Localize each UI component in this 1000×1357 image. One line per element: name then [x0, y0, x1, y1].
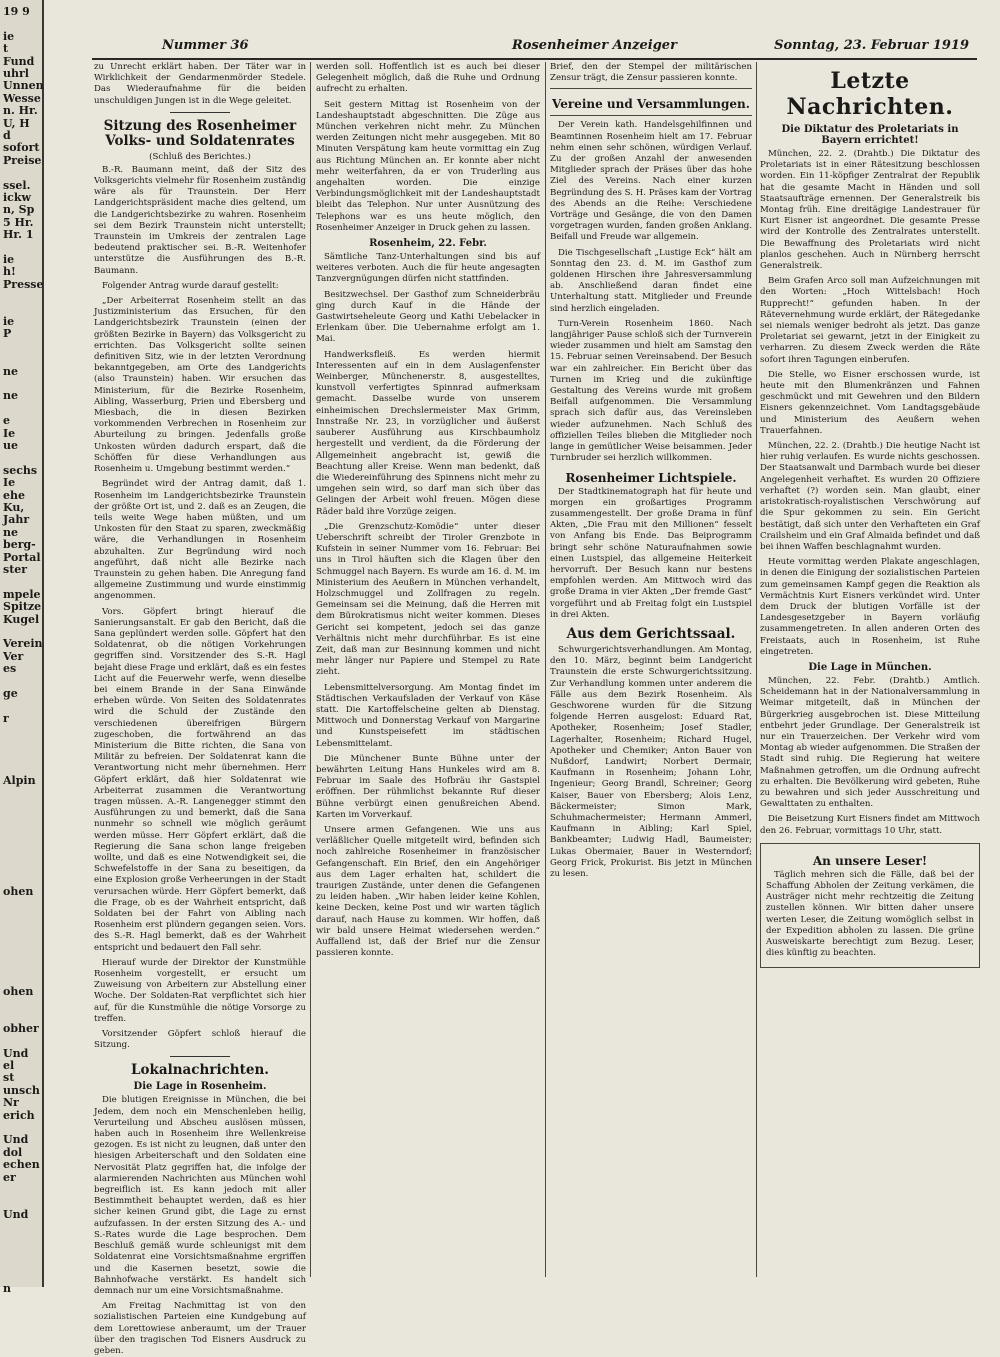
- column-rule: [545, 62, 546, 1277]
- paragraph: Die Stelle, wo Eisner erschossen wurde, ist heute mit den Blumenkränzen und Fahnen geschmückt und mit Gewehren und den Bildern Eisners gekennzeichnet. Vom Landtagsgebäude und Ministerium des Aeußern wehen Trauerfahnen.: [760, 369, 980, 436]
- article-body: [94, 165, 306, 1052]
- section-header-box: [550, 88, 752, 116]
- paragraph: „Die Grenzschutz-Komödie“ unter dieser Ueberschrift schreibt der Tiroler Grenzbote in Kufstein in seiner Nummer vom 16. Februar: Bei uns in Tirol häuften sich die Klagen über den Schmuggel nach Bayern. Es wurde am 16. d. M. im Ministerium des Aeußern in München verhandelt, Holzschmuggel und Zollfragen zu regeln. Gemeinsam sei die Meinung, daß die Herren mit dem Bürokratismus nicht weiter kommen. Dieses Gericht sei kompetent, jedoch sei das ganze Verhältnis nicht mehr durchführbar. Es ist eine Zeit, daß man zur Besinnung kommen und nicht mehr länger nur Papiere und Stempel zu Rate zieht.: [316, 521, 540, 678]
- paragraph: Hierauf wurde der Direktor der Kunstmühle Rosenheim vorgestellt, er ersucht um Zuweisung von Arbeitern zur Abstellung einer Woche. Der Soldaten-Rat verpflichtet sich hier auf, für die Kunstmühle die nötige Vorsorge zu treffen.: [94, 957, 306, 1024]
- paragraph: Lebensmittelversorgung. Am Montag findet im Städtischen Verkaufsladen der Verkauf von Käse statt. Die Kartoffelscheine gelten ab Dienstag. Mittwoch und Donnerstag Verkauf von Margarine und Kunstspeisefett im städtischen Lebensmittelamt.: [316, 682, 540, 749]
- paragraph: Die Münchener Bunte Bühne unter der bewährten Leitung Hans Hunkeles wird am 8. Februar im Saale des Hofbräu ihr Gastspiel eröffnen. Der rühmlichst bekannte Ruf dieser Bühne verbürgt einen genußreichen Abend. Karten im Vorverkauf.: [316, 753, 540, 820]
- gutter-fragment: P: [3, 327, 12, 341]
- paragraph: „Der Arbeiterrat Rosenheim stellt an das Justizministerium das Ersuchen, für den Landgerichtsbezirk Traunstein (einen der größten Bezirke in Bayern) das Volksgericht zu errichten. Das Volksgericht sollte seinen definitiven Sitz, wie in der letzten Verordnung bekanntgegeben, am Orte des Landgerichts (also Traunstein) haben. Wir ersuchen das Ministerium, für die Bezirke Rosenheim, Aibling, Wasserburg, Prien und Ebersberg und Miesbach, die in diesen Bezirken vorkommenden Verbrechen in Rosenheim zur Aburteilung zu bringen. Jedenfalls große Unkosten würden dadurch erspart, daß die Schöffen für diese Verhandlungen aus Rosenheim u. Umgebung bestimmt werden.“: [94, 296, 306, 475]
- gutter-fragment: h!: [3, 265, 16, 279]
- gutter-fragment: el: [3, 1059, 15, 1072]
- gutter-fragment: Spitze: [3, 600, 42, 614]
- gutter-fragment: e: [3, 414, 10, 428]
- gutter-fragment: obher: [3, 1021, 39, 1035]
- gutter-fragment: Fund: [3, 54, 35, 68]
- adjacent-page-edge: [0, 0, 44, 1296]
- gutter-fragment: er: [3, 1170, 16, 1184]
- paragraph: Folgender Antrag wurde darauf gestellt:: [102, 280, 279, 291]
- section-title-latest-news: Letzte Nachrichten.: [786, 68, 954, 120]
- paragraph: werden soll. Hoffentlich ist es auch bei dieser Gelegenheit möglich, daß die Ruhe und Ordnung aufrecht zu erhalten.: [316, 62, 540, 95]
- paragraph: Seit gestern Mittag ist Rosenheim von der Landeshauptstadt abgeschnitten. Die Züge aus München verkehren nicht mehr. Zu München werden Zeitungen nicht mehr ausgegeben. Mit 80 Minuten Verspätung kam heute vormittag ein Zug aus Richtung München an. Er konnte aber nicht mehr weiterfahren, da er von Truderling aus angehalten worden. Die einzige Verbindungsmöglichkeit mit der Landeshauptstadt bleibt das Telephon. Nur unter Ausnützung des Telephons war es uns heute möglich, den Rosenheimer Anzeiger in Druck gehen zu lassen.: [316, 99, 540, 233]
- gutter-fragment: sofort: [3, 141, 40, 155]
- gutter-fragment: n, Sp: [3, 203, 35, 217]
- paragraph: Die blutigen Ereignisse in München, die bei Jedem, dem noch ein Menschenleben heilig, Verurteilung und Abscheu auslösen müssen, haben auch in Rosenheim ihre Wellenkreise gezogen. Es ist nicht zu leugnen, daß unter den hiesigen Arbeiterschaft und den Soldaten eine Nervosität Platz gegriffen hat, die infolge der alarmierenden Nachrichten aus München wohl begreiflich ist. Es kann jedoch mit aller Bestimmtheit behauptet werden, daß es hier sicher keinen Grund gibt, die Lage zu ernst aufzufassen. In der ersten Sitzung des A.- und S.-Rates wurde die Lage besprochen. Dem Beschluß gemäß wurde schleunigst mit dem Soldatenrat eine Vorsichtsmaßnahme ergriffen und die Kasernen besetzt, sowie die Bahnhofwache verstärkt. Es handelt sich demnach nur um eine Vorsichtsmaßnahme.: [94, 1095, 306, 1296]
- paragraph: Der Verein kath. Handelsgehilfinnen und Beamtinnen Rosenheim hielt am 17. Februar nehm einen sehr schönen, würdigen Verlauf. Zu der großen Anzahl der anwesenden Mitglieder sprach der Präses über das hohe Ziel des Vereins. Nach einer kurzen Begründung des S. H. Präses kam der Vortrag des Abends an die Reihe: Verschiedene Vorträge und Gesänge, die von den Damen vorgetragen wurden, fanden großen Anklang. Beifall und Freude war allgemein.: [550, 120, 752, 243]
- gutter-fragment: d: [3, 129, 11, 142]
- continued-text: Brief, den der Stempel der militärischen Zensur trägt, die Zensur passieren konnte.: [550, 62, 752, 84]
- gutter-fragment: Ie: [3, 476, 16, 490]
- article-subtitle: (Schluß des Berichtes.): [149, 151, 251, 162]
- section-title-associations: Vereine und Versammlungen.: [552, 97, 750, 112]
- gutter-fragment: Verein: [3, 637, 43, 651]
- divider: [170, 112, 230, 113]
- issue-number: Nummer 36: [162, 38, 249, 53]
- gutter-fragment: Und: [3, 1207, 29, 1221]
- paragraph: Handwerksfleiß. Es werden hiermit Interessenten auf ein in dem Auslagenfenster Weinberger, Münchenerstr. 8, ausgestelltes, kunstvoll verfertigtes Spinnrad aufmerksam gemacht. Dasselbe wurde von unserem einheimischen Drechslermeister Max Grimm, Innstraße Nr. 23, in vorzüglicher und äußerst sauberer Ausführung aus Kirschbaumholz hergestellt und verdient, da die Förderung der Allgemeinheit angebracht ist, gewiß die Beachtung aller Kreise. Wenn man bedenkt, daß die Wiedereinführung des Spinnens nicht mehr zu umgehen sein wird, so darf man sich über das Gelingen der Arbeit wohl freuen. Mögen diese Räder bald ihre Vorzüge zeigen.: [316, 349, 540, 517]
- gutter-fragment: Unnen: [3, 79, 44, 93]
- subheading-situation-munich: Die Lage in München.: [808, 661, 932, 673]
- gutter-fragment: dol: [3, 1145, 23, 1159]
- gutter-fragment: ickw: [3, 191, 31, 204]
- gutter-fragment: ehe: [3, 488, 25, 502]
- column-1: [94, 62, 306, 1356]
- section-title-cinema: Rosenheimer Lichtspiele.: [565, 470, 737, 485]
- paragraph: B.-R. Baumann meint, daß der Sitz des Volksgerichts vielmehr für Rosenheim zuständig wäre als für Traunstein. Der Herr Landgerichtspräsident mache dies geltend, um die Landgerichtsbezirke zu wahren. Rosenheim sei dem Bezirk Traunstein nicht unterstellt; Traunstein im Umkreis der zentralen Lage bedeutend praktischer sei. B.-R. Weitenhofer unterstütze die Ausführungen des B.-R. Baumann.: [94, 164, 306, 276]
- page-header: [92, 34, 977, 60]
- paragraph: Turn-Verein Rosenheim 1860. Nach langjähriger Pause schloß sich der Turnverein wieder zusammen und hielt am Samstag den 15. Februar seinen Vereinsabend. Der Besuch war ein zahlreicher. Ein Bericht über das Turnen im Krieg und die zukünftige Gestaltung des Vereins wurde mit großem Beifall aufgenommen. Die Versammlung sprach sich dafür aus, das Vereinsleben wieder aufzunehmen. Nach Schluß des offiziellen Teiles blieben die Mitglieder noch lange in gemütlicher Weise beisammen. Jeder Turnbruder sei herzlich willkommen.: [550, 318, 752, 464]
- gutter-fragment: Portal: [3, 550, 41, 564]
- gutter-fragment: Nr: [3, 1096, 19, 1110]
- gutter-fragment: ne: [3, 525, 18, 539]
- gutter-fragment: Alpin: [3, 773, 36, 787]
- dateline: Rosenheim, 22. Febr.: [369, 238, 487, 250]
- gutter-fragment: Wesse: [3, 91, 41, 105]
- gutter-fragment: 5 Hr.: [3, 215, 34, 229]
- gutter-fragment: unsch: [3, 1083, 40, 1097]
- gutter-fragment: t: [3, 42, 9, 56]
- section-title-local-news: Lokalnachrichten.: [131, 1062, 269, 1079]
- column-rule: [310, 62, 311, 1277]
- gutter-fragment: ne: [3, 364, 18, 378]
- paragraph: Vors. Göpfert bringt hierauf die Sanierungsanstalt. Er gab den Bericht, daß die Sana geplündert werden solle. Göpfert hat den Soldatenrat, ob die nötigen Vorkehrungen gegriffen sind. Vorsitzender des S.-R. Hagl bejaht diese Frage und erklärt, daß es ein festes Licht auf die Feuerwehr werfe, wenn dieselbe bei einem Brande in der Sana Einwände erheben würde. Von Seiten des Soldatenrates wird die Schuld der Zustände den verschiedenen übereifrigen Bürgern zugeschoben, die fortwährend an das Ministerium die Bitte richten, die Sana von Militär zu befreien. Der Soldatenrat kann die Verantwortung nicht mehr übernehmen. Herr Göpfert erklärt, daß hier Soldatenrat wie Arbeiterrat zusammen die Verantwortung tragen müssen. A.-R. Langenegger stimmt den Ausführungen zu und bemerkt, daß die Sana nunmehr so schnell wie möglich geräumt werden müsse. Herr Göpfert erklärt, daß die Regierung die Sana schon lange freigeben wollte, und daß es eine Notwendigkeit sei, die Schwefelstoffe in der Sana zu beseitigen, da eine Explosion große Verheerungen in der Stadt verursachen würde. Herr Göpfert bemerkt, daß die Frage, ob es der Wahrheit entspricht, daß Soldaten bei der Fahrt von Aibling nach Rosenheim erst plündern gegangen seien. Vors. des S.-R. Hagl bemerkt, daß es der Wahrheit entspricht und bedauert den Fall sehr.: [94, 606, 306, 953]
- gutter-fragment: ohen: [3, 984, 34, 998]
- column-rule: [756, 62, 757, 1277]
- article-title-council-meeting: Sitzung des Rosenheimer Volks- und Soldatenrates: [103, 117, 297, 149]
- column-4: [760, 62, 980, 1282]
- gutter-fragment: Kugel: [3, 612, 40, 626]
- newspaper-name: Rosenheimer Anzeiger: [512, 38, 677, 53]
- gutter-fragment: sechs: [3, 463, 38, 477]
- paragraph: Heute vormittag werden Plakate angeschlagen, in denen die Einigung der sozialistischen Parteien zum gemeinsamen Kampf gegen die Reaktion als Vermächtnis Kurt Eisners verkündet wird. Unter dem Druck der blutigen Vorfälle ist der Landesgesetzgeber in Bayern vorläufig zusammengetreten. In allen anderen Orten des Freistaats, auch in Rosenheim, ist Ruhe eingetreten.: [760, 557, 980, 657]
- section-title-court: Aus dem Gerichtssaal.: [566, 625, 736, 642]
- paragraph: Der Stadtkinematograph hat für heute und morgen ein großartiges Programm zusammengestellt. Der große Drama in fünf Akten, „Die Frau mit den Millionen“ fesselt von Anfang bis Ende. Das Beiprogramm bringt sehr schöne Naturaufnahmen sowie einen Lustspiel, das allgemeine Heiterkeit hervorruft. Der Besuch kann nur bestens empfohlen werden. Am Mittwoch wird das große Drama in vier Akten „Der fremde Gast“ vorgeführt und ab Freitag folgt ein Lustspiel in drei Akten.: [550, 486, 752, 620]
- continued-text: zu Unrecht erklärt haben. Der Täter war in Wirklichkeit der Gendarmenmörder Stedele. Das Wiederaufnahme für die beiden unschuldigen Jungen ist in die Wege geleitet.: [94, 62, 306, 106]
- paragraph: Beim Grafen Arco soll man Aufzeichnungen mit den Worten: „Hoch Wittelsbach! Hoch Rupprecht!“ gefunden haben. In der Rätevernehmung wurde erklärt, der Rätegedanke sei niemals weniger bedroht als jetzt. Das ganze Proletariat sei gewarnt, jetzt in der Einigkeit zu verharren. Zu diesem Zweck werden die Räte sofort ihren Tagungen einberufen.: [760, 276, 980, 365]
- gutter-fragment: n. Hr.: [3, 104, 38, 118]
- gutter-fragment: es: [3, 662, 17, 676]
- gutter-fragment: r: [3, 711, 9, 725]
- gutter-fragment: U, H: [3, 116, 30, 130]
- gutter-fragment: ssel.: [3, 178, 31, 192]
- gutter-fragment: Ver: [3, 649, 24, 663]
- paragraph: Besitzwechsel. Der Gasthof zum Schneiderbräu ging durch Kauf in die Hände der Gastwirtseheleute Georg und Kathi Uebelacker in Erlenkam über. Die Uebernahme erfolgt am 1. Mai.: [316, 289, 540, 345]
- gutter-fragment: ne: [3, 389, 18, 403]
- paragraph: Vorsitzender Göpfert schloß hierauf die Sitzung.: [94, 1029, 306, 1051]
- gutter-fragment: Preise: [3, 153, 42, 167]
- gutter-fragment: erich: [3, 1108, 35, 1122]
- paragraph: München, 22. 2. (Drahtb.) Die Diktatur des Proletariats ist in einer Rätesitzung beschlossen worden. Ein 11-köpfiger Zentralrat der Republik hat die gesamte Macht in Händen und soll Staatsaufträge ernennen. Der Generalstreik bis Montag früh. Eine dreitägige Landestrauer für Kurt Eisner ist angeordnet. Die gesamte Presse wird der Kontrolle des Zentralrates unterstellt. Die Bewaffnung des Proletariats wird nicht planlos geschehen. Auch in Nürnberg herrscht Generalstreik.: [760, 149, 980, 272]
- gutter-fragment: st: [3, 1071, 15, 1085]
- column-2: [316, 62, 540, 1282]
- gutter-fragment: berg-: [3, 538, 36, 552]
- gutter-fragment: ie: [3, 253, 15, 266]
- gutter-fragment: mpele: [3, 587, 41, 601]
- reader-notice-box: [760, 843, 980, 969]
- gutter-fragment: Und: [3, 1046, 29, 1060]
- gutter-fragment: ohen: [3, 885, 34, 899]
- gutter-fragment: Ku,: [3, 501, 25, 514]
- gutter-fragment: Ie: [3, 426, 16, 440]
- paragraph: Begründet wird der Antrag damit, daß 1. Rosenheim im Landgerichtsbezirke Traunstein der größte Ort ist, und 2. daß es an Zeugen, die teils weite Wege haben müßten, und um Unkosten für den Staat zu sparen, zweckmäßig wäre, die Verhandlungen in Rosenheim abzuhalten. Zur Begründung wird noch angeführt, daß nicht alle Bezirke nach Traunstein zu gehen haben. Die Anregung fand allgemeine Zustimmung und wurde einstimmig angenommen.: [94, 479, 306, 602]
- gutter-fragment: ie: [3, 29, 15, 43]
- gutter-fragment: ue: [3, 439, 18, 452]
- gutter-fragment: echen: [3, 1158, 40, 1172]
- paragraph: Am Freitag Nachmittag ist von den sozialistischen Parteien eine Kundgebung auf dem Lorettowiese anberaumt, um der Trauer über den tragischen Tod Eisners Ausdruck zu geben.: [94, 1301, 306, 1356]
- paragraph: Die Beisetzung Kurt Eisners findet am Mittwoch den 26. Februar, vormittags 10 Uhr, statt.: [760, 814, 980, 836]
- gutter-fragment: Presse: [3, 277, 44, 291]
- article-subtitle: Die Lage in Rosenheim.: [133, 1081, 267, 1093]
- paragraph: München, 22. Febr. (Drahtb.) Amtlich. Scheidemann hat in der Nationalversammlung in Weimar mitgeteilt, daß in München der Bürgerkrieg ausgebrochen ist. Diese Mitteilung entbehrt jeder Grundlage. Der Generalstreik ist nur ein Trauerzeichen. Der Verkehr wird vom Montag ab wieder aufgenommen. Die Straßen der Stadt sind ruhig. Die Regierung hat weitere Maßnahmen getroffen, um die Ordnung aufrecht zu erhalten. Die Bevölkerung wird gebeten, Ruhe zu bewahren und sich jeder Ausschreitung und Gewalttaten zu enthalten.: [760, 675, 980, 810]
- paragraph: Schwurgerichtsverhandlungen. Am Montag, den 10. März, beginnt beim Landgericht Traunstein die erste Schwurgerichtssitzung. Zur Verhandlung kommen unter anderem die Fälle aus dem Bezirk Rosenheim. Als Geschworene wurden für die Sitzung folgende Herren ausgelost: Eduard Rat, Apotheker, Rosenheim; Josef Stadler, Lagerhalter, Rosenheim; Richard Hugel, Apotheker und Chemiker; Anton Bauer von Nußdorf, Landwirt; Norbert Dermair, Kaufmann in Rosenheim; Johann Lohr, Ingenieur; Georg Brandl, Schreiner; Georg Kaiser, Bauer von Ebersberg; Alois Lenz, Bäckermeister; Simon Mark, Schuhmachermeister; Hermann Ammerl, Kaufmann in Aibling; Karl Spiel, Bankbeamter; Ludwig Hadl, Baumeister; Lukas Obermaier, Bauer in Westerndorf; Georg Frick, Prokurist. Bis jetzt in München zu lesen.: [550, 644, 752, 879]
- gutter-fragment: ie: [3, 315, 15, 328]
- notice-text: Täglich mehren sich die Fälle, daß bei der Schaffung Abholen der Zeitung verkämen, die Austräger nicht mehr rechtzeitig die Zeitung zustellen können. Wir bitten daher unsere werten Leser, die Zeitung womöglich selbst in der Expedition abholen zu lassen. Die grüne Ausweiskarte berechtigt zum Bezug. Leser, dies künftig zu beachten.: [766, 869, 974, 959]
- column-3: [550, 62, 752, 1282]
- gutter-fragment: ge: [3, 687, 18, 700]
- notice-title: An unsere Leser!: [812, 853, 928, 868]
- gutter-fragment: n: [3, 1282, 11, 1296]
- issue-date: Sonntag, 23. Februar 1919: [774, 38, 969, 53]
- paragraph: Die Tischgesellschaft „Lustige Eck“ hält am Sonntag den 23. d. M. im Gasthof zum goldenen Hirschen ihre Jahresversammlung ab. Anschließend daran findet eine Unterhaltung statt. Mitglieder und Freunde sind herzlich eingeladen.: [550, 247, 752, 314]
- headline-dictatorship: Die Diktatur des Proletariats in Bayern errichtet!: [781, 124, 959, 146]
- gutter-fragment: Und: [3, 1133, 29, 1147]
- gutter-fragment: uhrl: [3, 67, 29, 80]
- paragraph: München, 22. 2. (Drahtb.) Die heutige Nacht ist hier ruhig verlaufen. Es wurde nichts geschossen. Der Staatsanwalt und Darmbach wurde bei dieser Angelegenheit verhaftet. Es wurden 20 Offiziere verhaftet (?) worden sein. Man glaubt, einer aristokratisch-royalistischen Verschwörung auf die Spur gekommen zu sein. Ein Gericht bestätigt, daß sich unter den Verhafteten ein Graf Crailsheim und ein Graf Almaida befindet und daß bei ihnen Waffen beschlagnahmt wurden.: [760, 441, 981, 552]
- gutter-fragment: Hr. 1: [3, 228, 34, 242]
- gutter-fragment: 19 9: [3, 5, 30, 18]
- paragraph: Unsere armen Gefangenen. Wie uns aus verläßlicher Quelle mitgeteilt wird, befinden sich noch zahlreiche Rosenheimer in französischer Gefangenschaft. Ein Brief, den ein Angehöriger aus dem Lager erhalten hat, schildert die traurigen Zustände, unter denen die Gefangenen zu leiden haben. „Wir haben leider keine Kohlen, keine Decken, keine Post und wir warten täglich darauf, nach Hause zu kommen. Wir hoffen, daß wir bald unsere Heimat wiedersehen werden.“ Auffallend ist, daß der Brief nur die Zensur passieren konnte.: [316, 825, 540, 959]
- gutter-fragment: Jahr: [3, 513, 30, 527]
- divider: [170, 1056, 230, 1057]
- gutter-fragment: ster: [3, 563, 28, 576]
- paragraph: Sämtliche Tanz-Unterhaltungen sind bis auf weiteres verboten. Auch die für heute angesagten Tanzvergnügungen dürfen nicht stattfinden.: [316, 252, 540, 285]
